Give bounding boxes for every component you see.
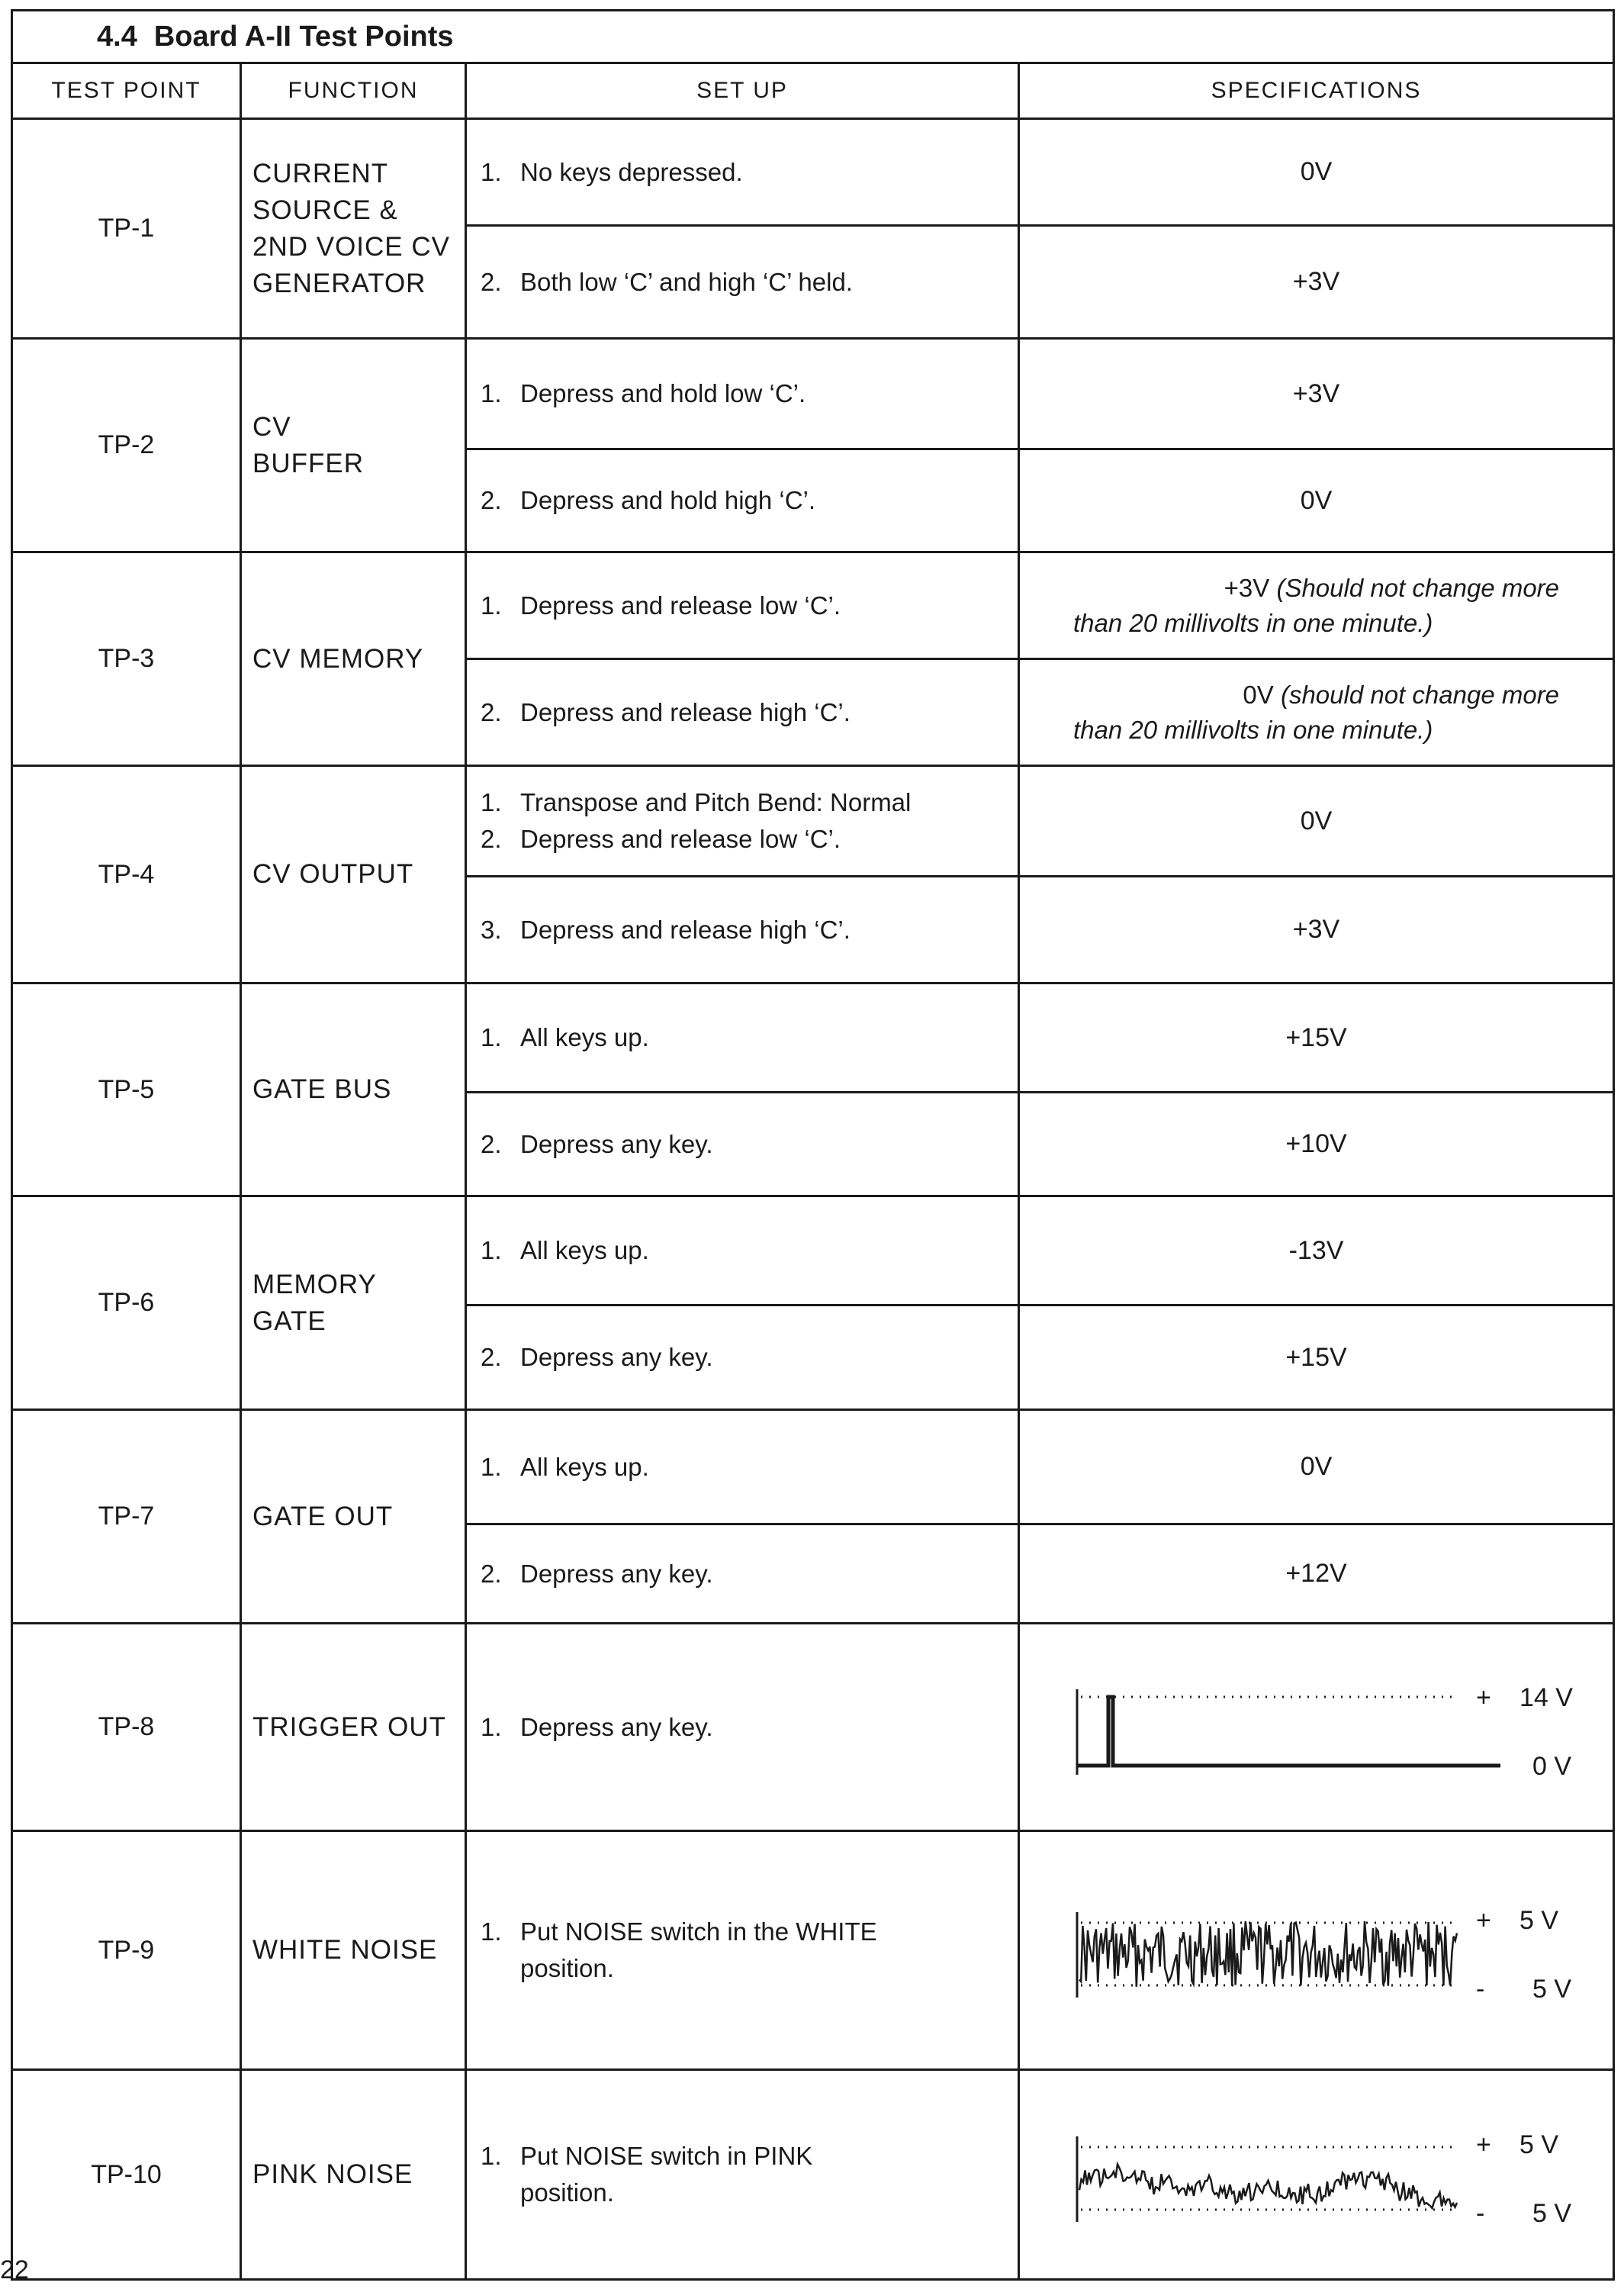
bottom-voltage-label: 5 V (1532, 2199, 1572, 2228)
setup-step (481, 2138, 1018, 2175)
function-line: SOURCE & (252, 195, 398, 225)
top-sign: + (1476, 1682, 1491, 1712)
white-noise-waveform (1020, 1874, 1615, 2027)
top-voltage-label: 14 V (1519, 1682, 1573, 1712)
setup-step (481, 1019, 1018, 1056)
setup-step (481, 1232, 1018, 1269)
function-line: GATE BUS (252, 1074, 392, 1104)
function-cell (241, 1831, 466, 2070)
step-number: 2. (481, 486, 502, 514)
setup-cell (466, 877, 1019, 984)
setup-cell (466, 1093, 1019, 1196)
function-line: MEMORY (252, 1269, 377, 1299)
bottom-voltage-label: 0 V (1532, 1751, 1572, 1781)
spec-value: -13V (1019, 1196, 1614, 1305)
spec-note: (Should not change more (1276, 573, 1560, 602)
setup-step (481, 482, 1018, 519)
function-line: CV MEMORY (252, 643, 424, 674)
noise-trace (1079, 1921, 1457, 1987)
test-point-label: TP-8 (12, 1624, 241, 1831)
waveform-cell (1019, 1831, 1614, 2070)
spec-value: 0V (1243, 680, 1274, 709)
function-cell (241, 1624, 466, 1831)
spec-line (1020, 571, 1559, 606)
step-text: Transpose and Pitch Bend: Normal (520, 788, 912, 816)
trigger-waveform (1020, 1651, 1615, 1804)
step-text: All keys up. (520, 1023, 649, 1051)
spec-value: 0V (1019, 119, 1614, 226)
setup-cell (466, 449, 1019, 552)
test-point-label: TP-10 (12, 2070, 241, 2280)
setup-step (481, 1914, 1018, 1950)
step-number: 1. (481, 1917, 502, 1946)
setup-cell (466, 766, 1019, 877)
function-line: TRIGGER OUT (252, 1711, 447, 1742)
function-line: 2ND VOICE CV (252, 231, 450, 262)
step-number: 3. (481, 915, 502, 944)
header-function: FUNCTION (241, 63, 466, 119)
setup-step (481, 1556, 1018, 1592)
test-point-label: TP-2 (12, 339, 241, 552)
step-text: Depress any key. (520, 1129, 713, 1158)
setup-step (481, 588, 1018, 624)
step-number: 2. (481, 267, 502, 296)
step-text: position. (520, 1954, 614, 1982)
spec-note: than 20 millivolts in one minute.) (1073, 608, 1433, 637)
step-number: 1. (481, 1712, 502, 1741)
setup-cell (466, 984, 1019, 1093)
table-row (12, 984, 1614, 1093)
bottom-sign: - (1476, 2199, 1485, 2228)
function-cell (241, 2070, 466, 2280)
setup-step (481, 821, 1018, 858)
section-number: 4.4 (97, 20, 137, 53)
setup-step (481, 694, 1018, 731)
header-test-point: TEST POINT (12, 63, 241, 119)
section-title (12, 11, 1614, 63)
setup-cell (466, 1524, 1019, 1624)
header-specifications: SPECIFICATIONS (1019, 63, 1614, 119)
function-line: GATE (252, 1305, 326, 1336)
waveform-cell (1019, 2070, 1614, 2280)
setup-cell (466, 1410, 1019, 1524)
function-line: GENERATOR (252, 268, 426, 298)
function-cell (241, 766, 466, 984)
test-points-table (11, 9, 1615, 2281)
step-text: Depress and hold high ‘C’. (520, 486, 816, 514)
setup-step (481, 375, 1018, 412)
bottom-sign: - (1476, 1975, 1485, 2004)
setup-step (481, 912, 1018, 948)
setup-cell (466, 119, 1019, 226)
setup-step (481, 1126, 1018, 1163)
trigger-pulse (1077, 1697, 1500, 1766)
spec-line (1020, 678, 1559, 713)
test-point-label: TP-4 (12, 766, 241, 984)
bottom-voltage-label: 5 V (1532, 1975, 1572, 2004)
step-text: Depress and release high ‘C’. (520, 697, 851, 726)
test-point-rows (12, 119, 1614, 2280)
spec-value: +3V (1224, 573, 1270, 602)
step-text: Put NOISE switch in PINK (520, 2142, 813, 2170)
step-number: 2. (481, 1129, 502, 1158)
spec-value: +3V (1019, 226, 1614, 339)
test-point-label: TP-3 (12, 552, 241, 766)
step-number: 1. (481, 157, 502, 186)
table-row (12, 2070, 1614, 2280)
step-text: Depress any key. (520, 1343, 713, 1371)
spec-value: 0V (1019, 1410, 1614, 1524)
step-number: 1. (481, 591, 502, 620)
setup-cell (466, 659, 1019, 766)
setup-step (481, 1339, 1018, 1376)
setup-cell (466, 1305, 1019, 1410)
test-point-label: TP-1 (12, 119, 241, 339)
top-voltage-label: 5 V (1519, 1906, 1559, 1935)
table-row (12, 1831, 1614, 2070)
function-line: CV OUTPUT (252, 859, 414, 889)
function-cell (241, 1196, 466, 1410)
setup-step (481, 264, 1018, 301)
page-number: 22 (0, 2255, 29, 2284)
step-text: Put NOISE switch in the WHITE (520, 1917, 877, 1946)
step-number: 1. (481, 1023, 502, 1051)
spec-cell (1019, 552, 1614, 659)
test-point-label: TP-6 (12, 1196, 241, 1410)
test-point-label: TP-5 (12, 984, 241, 1196)
setup-cell (466, 339, 1019, 449)
spec-note: (should not change more (1280, 680, 1560, 709)
function-cell (241, 339, 466, 552)
function-line: WHITE NOISE (252, 1935, 438, 1965)
table-row (12, 1624, 1614, 1831)
setup-cell (466, 2070, 1019, 2280)
setup-step (481, 1709, 1018, 1746)
header-row (12, 63, 1614, 119)
table-row (12, 119, 1614, 226)
noise-trace (1079, 2165, 1457, 2209)
function-line: CV (252, 411, 291, 442)
header-setup: SET UP (466, 63, 1019, 119)
spec-value: +3V (1019, 339, 1614, 449)
spec-value: +15V (1019, 984, 1614, 1093)
function-line: PINK NOISE (252, 2159, 413, 2189)
table-row (12, 766, 1614, 877)
table-row (12, 1196, 1614, 1305)
function-cell (241, 1410, 466, 1624)
step-number: 1. (481, 1452, 502, 1481)
setup-step (481, 1950, 1018, 1987)
setup-cell (466, 1624, 1019, 1831)
top-sign: + (1476, 1906, 1491, 1935)
spec-cell (1019, 659, 1614, 766)
setup-step (481, 1449, 1018, 1486)
setup-cell (466, 552, 1019, 659)
function-line: CURRENT (252, 158, 389, 188)
step-number: 2. (481, 825, 502, 853)
setup-cell (466, 1196, 1019, 1305)
table-row (12, 339, 1614, 449)
step-number: 1. (481, 788, 502, 816)
step-text: position. (520, 2178, 614, 2207)
pink-noise-waveform (1020, 2098, 1615, 2251)
step-number: 2. (481, 1559, 502, 1588)
spec-value: +10V (1019, 1093, 1614, 1196)
table-row (12, 1410, 1614, 1524)
step-text: Depress and release high ‘C’. (520, 915, 851, 944)
function-cell (241, 552, 466, 766)
step-number: 1. (481, 2142, 502, 2170)
setup-step (481, 2175, 1018, 2211)
step-text: Depress and hold low ‘C’. (520, 379, 806, 407)
setup-step (481, 784, 1018, 821)
waveform-cell (1019, 1624, 1614, 1831)
spec-value: +3V (1019, 877, 1614, 984)
spec-value: 0V (1019, 449, 1614, 552)
step-text: Depress and release low ‘C’. (520, 825, 841, 853)
spec-value: +15V (1019, 1305, 1614, 1410)
step-text: Depress any key. (520, 1559, 713, 1588)
step-number: 2. (481, 697, 502, 726)
step-number: 1. (481, 1236, 502, 1264)
step-text: Depress and release low ‘C’. (520, 591, 841, 620)
setup-cell (466, 1831, 1019, 2070)
function-line: BUFFER (252, 448, 364, 478)
function-cell (241, 984, 466, 1196)
spec-note: than 20 millivolts in one minute.) (1073, 715, 1433, 744)
top-voltage-label: 5 V (1519, 2130, 1559, 2159)
test-point-label: TP-7 (12, 1410, 241, 1624)
spec-value: +12V (1019, 1524, 1614, 1624)
step-number: 1. (481, 379, 502, 407)
spec-value: 0V (1019, 766, 1614, 877)
step-text: All keys up. (520, 1236, 649, 1264)
top-sign: + (1476, 2130, 1491, 2159)
step-text: Both low ‘C’ and high ‘C’ held. (520, 267, 853, 296)
step-number: 2. (481, 1343, 502, 1371)
setup-cell (466, 226, 1019, 339)
table-row (12, 552, 1614, 659)
function-line: GATE OUT (252, 1501, 394, 1531)
function-cell (241, 119, 466, 339)
test-point-label: TP-9 (12, 1831, 241, 2070)
step-text: Depress any key. (520, 1712, 713, 1741)
section-title-text: Board A-II Test Points (153, 20, 454, 53)
setup-step (481, 154, 1018, 191)
step-text: All keys up. (520, 1452, 649, 1481)
step-text: No keys depressed. (520, 157, 743, 186)
